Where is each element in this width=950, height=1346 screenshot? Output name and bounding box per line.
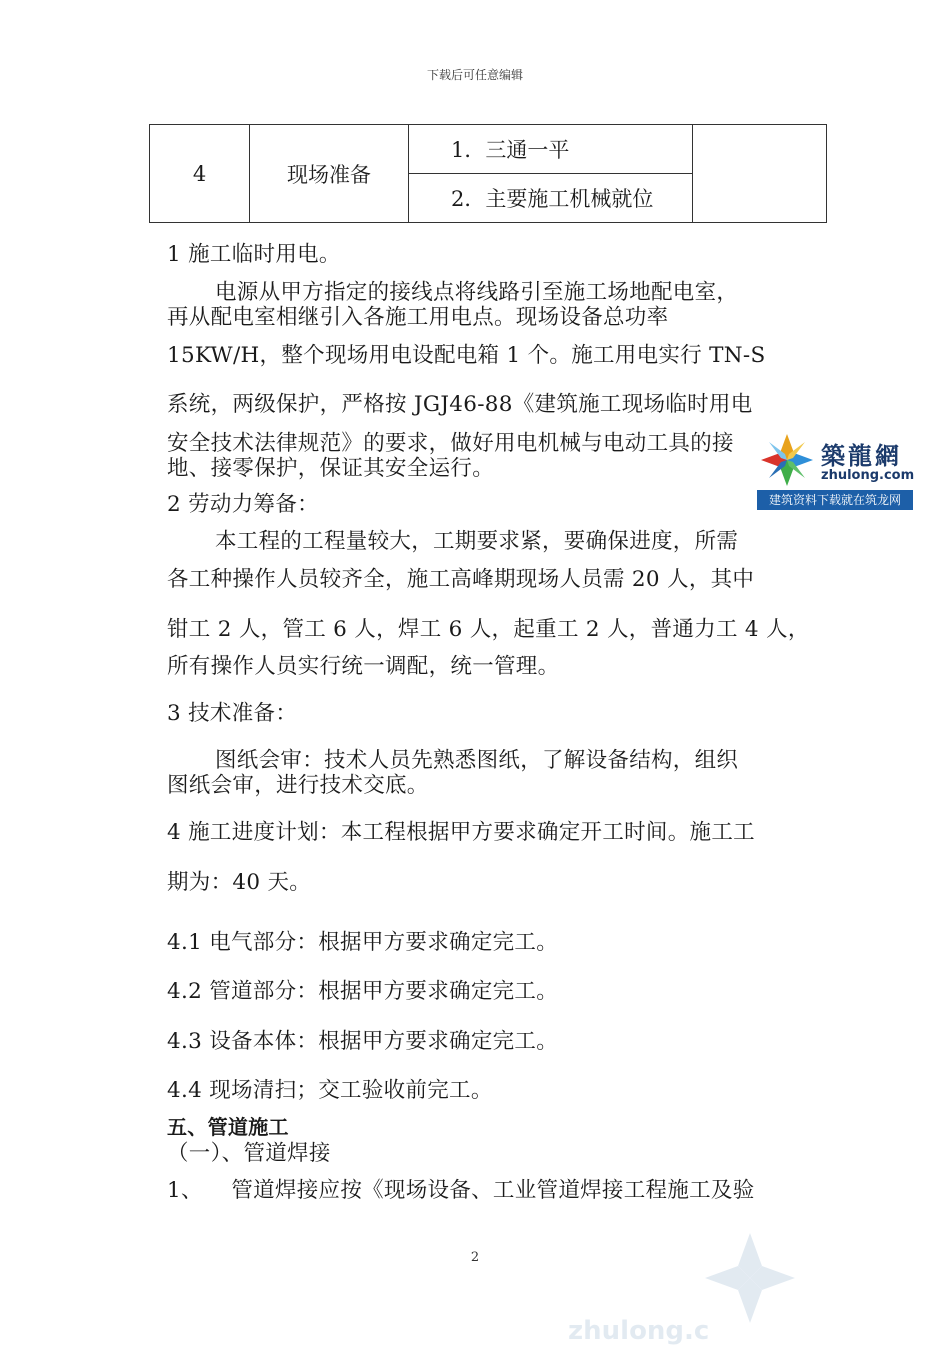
paragraph-line: 图纸会审：技术人员先熟悉图纸，了解设备结构，组织 xyxy=(215,748,739,773)
schedule-item: 4.3 设备本体：根据甲方要求确定完工。 xyxy=(167,1029,559,1054)
subsection-heading: （一）、管道焊接 xyxy=(167,1141,331,1166)
table-cell-subitem-2: 2．主要施工机械就位 xyxy=(409,174,693,223)
table-row xyxy=(150,125,827,174)
header-note: 下载后可任意编辑 xyxy=(426,68,523,82)
section-heading-tech: 3 技术准备： xyxy=(167,701,298,726)
paragraph-line: 所有操作人员实行统一调配，统一管理。 xyxy=(167,654,560,679)
table-cell-number: 4 xyxy=(150,125,250,223)
paragraph-line: 再从配电室相继引入各施工用电点。现场设备总功率 xyxy=(167,305,669,330)
schedule-item: 4.1 电气部分：根据甲方要求确定完工。 xyxy=(167,930,559,955)
bottom-watermark xyxy=(560,1228,840,1344)
schedule-table xyxy=(149,124,827,223)
section-heading-labor: 2 劳动力筹备： xyxy=(167,492,319,517)
paragraph-line: 本工程的工程量较大，工期要求紧，要确保进度，所需 xyxy=(215,529,739,554)
paragraph-line: 安全技术法律规范》的要求，做好用电机械与电动工具的接 xyxy=(167,431,734,456)
table-cell-subitem-1: 1．三通一平 xyxy=(409,125,693,174)
paragraph-line: 1、 管道焊接应按《现场设备、工业管道焊接工程施工及验 xyxy=(167,1178,755,1203)
paragraph-line: 期为：40 天。 xyxy=(167,870,312,895)
schedule-item: 4.2 管道部分：根据甲方要求确定完工。 xyxy=(167,979,559,1004)
chapter-heading: 五、管道施工 xyxy=(167,1115,289,1139)
section-heading-schedule: 4 施工进度计划：本工程根据甲方要求确定开工时间。施工工 xyxy=(167,820,755,845)
paragraph-line: 地、接零保护，保证其安全运行。 xyxy=(167,456,495,481)
table-cell-item: 现场准备 xyxy=(250,125,409,223)
paragraph-line: 系统，两级保护，严格按 JGJ46-88《建筑施工现场临时用电 xyxy=(167,392,753,417)
watermark-text: zhulong.c xyxy=(568,1316,710,1346)
zhulong-flower-icon xyxy=(757,430,817,490)
logo-slogan: 建筑资料下载就在筑龙网 xyxy=(757,490,913,510)
schedule-item: 4.4 现场清扫；交工验收前完工。 xyxy=(167,1078,493,1103)
section-heading-power: 1 施工临时用电。 xyxy=(167,242,341,267)
watermark-flower-icon xyxy=(690,1228,810,1328)
paragraph-line: 钳工 2 人，管工 6 人，焊工 6 人，起重工 2 人，普通力工 4 人， xyxy=(167,617,810,642)
page-number: 2 xyxy=(470,1250,480,1265)
paragraph-line: 图纸会审，进行技术交底。 xyxy=(167,773,429,798)
zhulong-watermark-logo xyxy=(757,430,913,510)
paragraph-line: 电源从甲方指定的接线点将线路引至施工场地配电室， xyxy=(215,280,739,305)
table-cell-remark xyxy=(693,125,827,223)
paragraph-line: 各工种操作人员较齐全，施工高峰期现场人员需 20 人，其中 xyxy=(167,567,755,592)
paragraph-line: 15KW/H，整个现场用电设配电箱 1 个。施工用电实行 TN-S xyxy=(167,343,766,368)
logo-domain: zhulong.com xyxy=(821,468,915,483)
logo-chinese-name: 築龍網 xyxy=(821,442,902,470)
